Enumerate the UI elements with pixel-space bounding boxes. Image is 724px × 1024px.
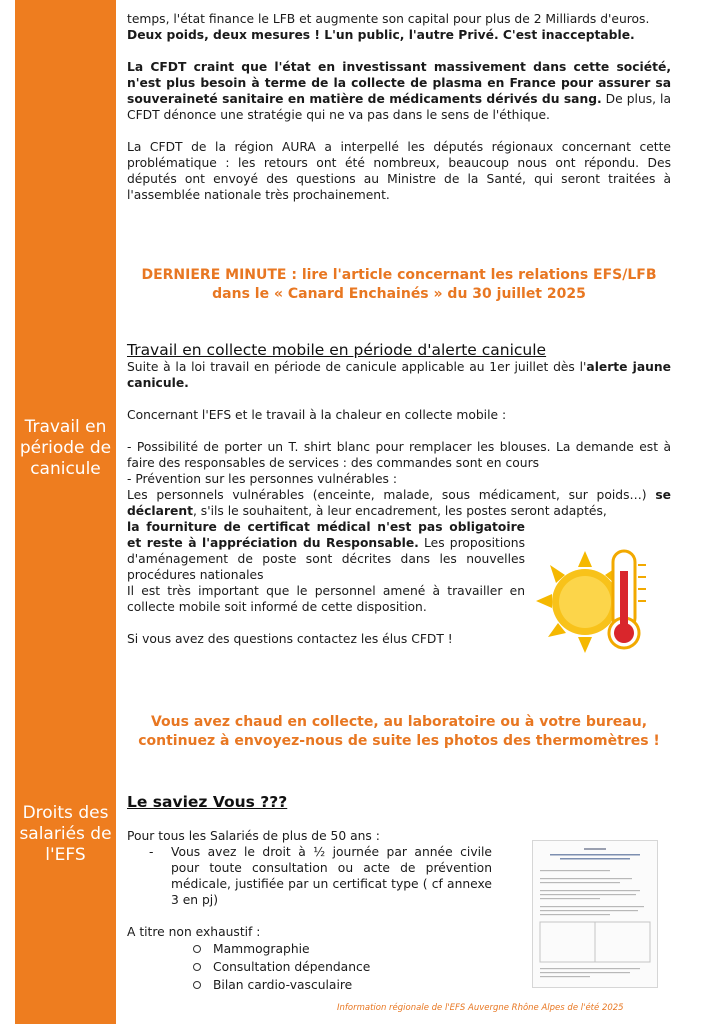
orange-sidebar (15, 0, 116, 1024)
footer-note: Information régionale de l'EFS Auvergne Rhône Alpes de l'été 2025 (337, 1003, 624, 1013)
text-two-weights: Deux poids, deux mesures ! L'un public, l'autre Privé. C'est inacceptable. (127, 28, 635, 42)
text-concerning: Concernant l'EFS et le travail à la chaleur en collecte mobile : (127, 408, 507, 422)
text-tshirt: - Possibilité de porter un T. shirt blanc pour remplacer les blouses. La demande est à faire des responsables de services : des commandes sont en cours (127, 440, 671, 470)
paragraph-canicule-intro (127, 359, 671, 391)
sun-thermometer-icon (530, 545, 670, 657)
paragraph-vulnerable (127, 487, 671, 519)
sidebar-label-droits: Droits des salariés de l'EFS (19, 803, 112, 865)
last-minute-notice (127, 266, 671, 304)
text-intro: Suite à la loi travail en période de canicule applicable au 1er juillet dès l' (127, 360, 587, 374)
text-certificate: la fourniture de certificat médical n'est pas obligatoire et reste à l'appréciation du Responsable. (127, 520, 525, 550)
text-yellow-alert: alerte jaune canicule. (127, 360, 671, 390)
text-contact: Si vous avez des questions contactez les élus CFDT ! (127, 632, 453, 646)
text-vuln-a: Les personnels vulnérables (enceinte, malade, sous médicament, sur poids…) (127, 488, 656, 502)
text-important: Il est très important que le personnel amené à travailler en collecte mobile soit informé de cette disposition. (127, 584, 525, 614)
list-item: Consultation dépendance (127, 958, 671, 976)
annex-document-thumbnail (532, 840, 658, 988)
text-procedures: Les propositions d'aménagement de poste sont décrites dans les nouvelles procédures nationales (127, 536, 525, 582)
last-minute-line2: dans le « Canard Enchainés » du 30 juillet 2025 (212, 286, 586, 302)
droits-heading: Le saviez Vous ??? (127, 793, 288, 811)
sidebar-label-canicule: Travail en période de canicule (19, 417, 112, 479)
paragraph-certificate (127, 519, 525, 583)
text-non-exhaustive: A titre non exhaustif : (127, 925, 261, 939)
text-prevention: - Prévention sur les personnes vulnérables : (127, 472, 397, 486)
photos-notice-line1: Vous avez chaud en collecte, au laboratoire ou à votre bureau, (150, 714, 648, 730)
text-deputies: La CFDT de la région AURA a interpellé les députés régionaux concernant cette problématique : les retours ont été nombreux, beaucoup nous ont répondu. Des députés ont envoyé des questions au Ministre de la Santé, qui seront traitées à l'assemblée nationale très prochainement. (127, 140, 671, 202)
list-item: Mammographie (127, 940, 671, 958)
list-item: - Vous avez le droit à ½ journée par année civile pour toute consultation ou acte de prévention médicale, justifiée par un certificat type ( cf annexe 3 en pj) (127, 844, 492, 908)
text-cfdt-fears: La CFDT craint que l'état en investissant massivement dans cette société, n'est plus besoin à terme de la collecte de plasma en France pour assurer sa souveraineté sanitaire en matière de médicaments dérivés du sang. (127, 60, 671, 106)
text-vuln-c: , s'ils le souhaitent, à leur encadrement, les postes seront adaptés, (192, 504, 607, 518)
last-minute-line1: DERNIERE MINUTE : lire l'article concernant les relations EFS/LFB (141, 267, 657, 283)
text-ethics: De plus, la CFDT dénonce une stratégie qui ne va pas dans le sens de l'éthique. (127, 92, 672, 122)
photos-notice-line2: continuez à envoyez-nous de suite les photos des thermomètres ! (138, 733, 660, 749)
canicule-heading: Travail en collecte mobile en période d'alerte canicule (127, 341, 547, 359)
text-over-50: Pour tous les Salariés de plus de 50 ans : (127, 829, 380, 843)
paragraph-deputies (127, 139, 671, 203)
text-financing: temps, l'état finance le LFB et augmente son capital pour plus de 2 Milliards d'euros. (127, 12, 650, 26)
droits-bullet-list (127, 844, 492, 908)
paragraph-cfdt-fears (127, 59, 671, 123)
list-item: Bilan cardio-vasculaire (127, 976, 671, 994)
paragraph-financing (127, 11, 671, 43)
top-section (127, 11, 671, 203)
text-vuln-b: se déclarent (127, 488, 671, 518)
photos-notice (127, 713, 671, 751)
